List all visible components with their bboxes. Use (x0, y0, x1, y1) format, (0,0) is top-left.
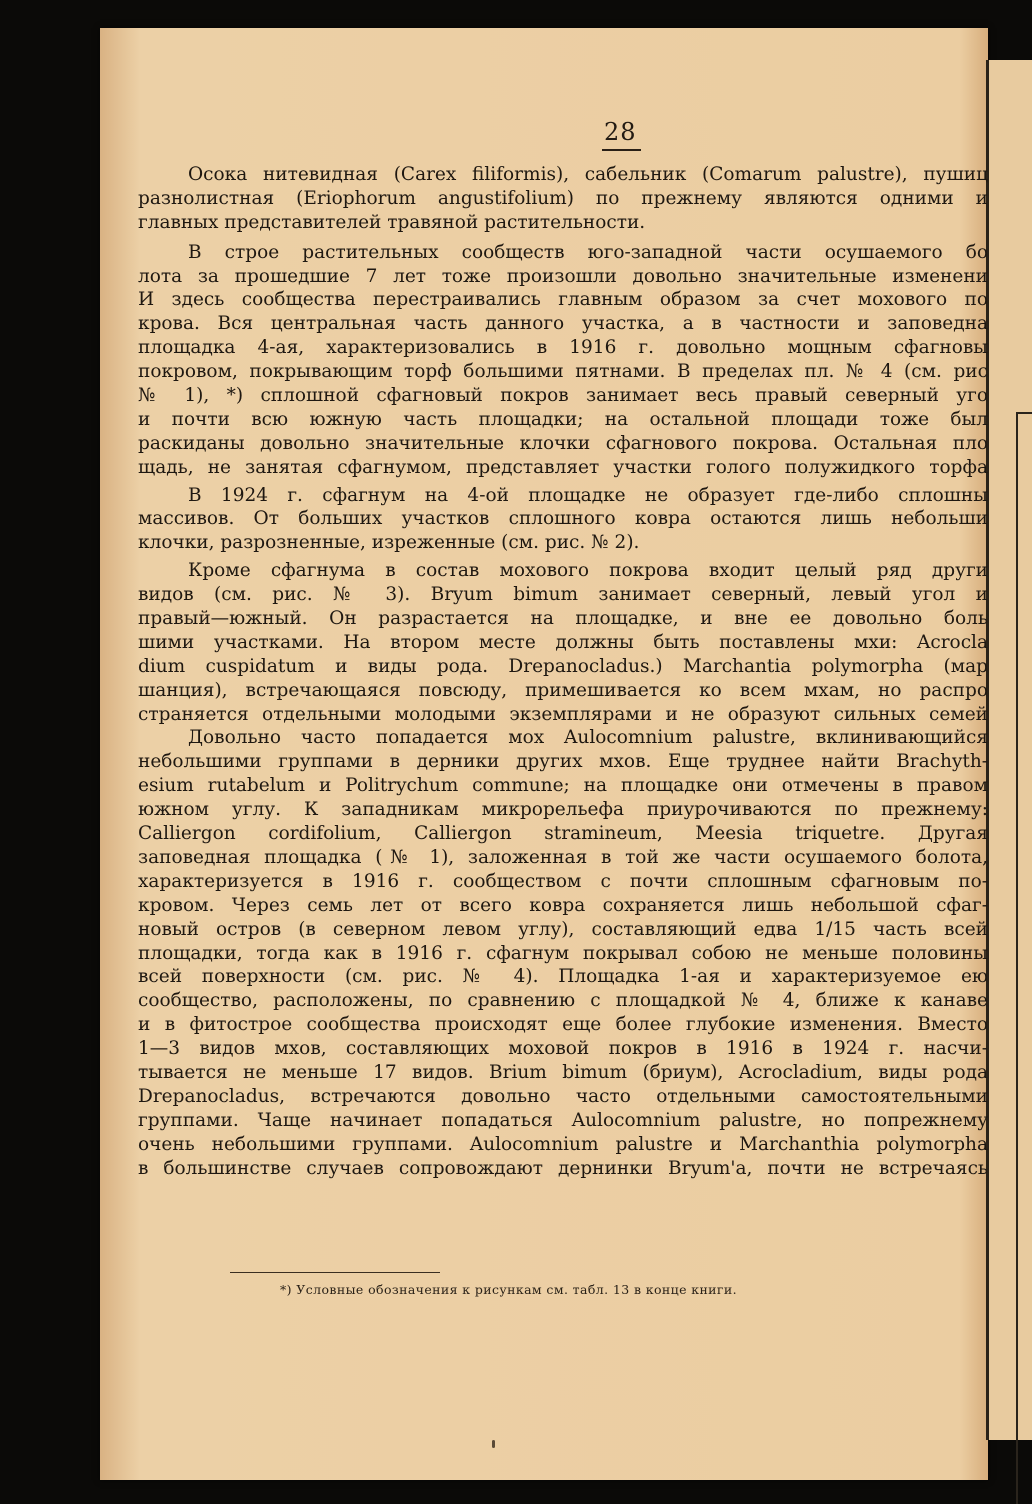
body-text (138, 163, 988, 1180)
text-line: сообщество, расположены, по сравнению с площадкой № 4, ближе к канаве (138, 990, 988, 1012)
text-line: небольшими группами в дерники других мхов. Еще труднее найти Brachyth- (138, 751, 988, 773)
text-line: И здесь сообщества перестраивались главным образом за счет мохового по (138, 289, 988, 311)
text-line: площадка 4-ая, характеризовались в 1916 г. довольно мощным сфагновы (138, 337, 988, 359)
footnote-divider (230, 1272, 440, 1273)
text-line: Кроме сфагнума в состав мохового покрова входит целый ряд други (188, 560, 988, 582)
text-line: всей поверхности (см. рис. № 4). Площадка 1-ая и характеризуемое ею (138, 966, 988, 988)
text-line: тывается не меньше 17 видов. Brium bimum (бриум), Acrocladium, виды рода (138, 1061, 988, 1083)
text-line: крова. Вся центральная часть данного участка, а в частности и заповедна (138, 313, 988, 335)
text-line: щадь, не занятая сфагнумом, представляет участки голого полужидкого торфа (138, 456, 988, 478)
text-line: Drepanocladus, встречаются довольно часто отдельными самостоятельными (138, 1085, 988, 1107)
text-line: видов (см. рис. № 3). Bryum bimum занимает северный, левый угол и (138, 584, 988, 606)
text-line: и почти всю южную часть площадки; на остальной площади тоже был (138, 408, 988, 430)
text-line: кровом. Через семь лет от всего ковра сохраняется лишь небольшой сфаг- (138, 894, 988, 916)
text-line: dium cuspidatum и виды рода. Drepanocladus.) Marchantia polymorpha (мар (138, 655, 988, 677)
text-line: esium rutabelum и Politrychum commune; на площадке они отмечены в правом (138, 775, 988, 797)
text-line: правый—южный. Он разрастается на площадке, и вне ее довольно боль (138, 608, 988, 630)
text-line: площадки, тогда как в 1916 г. сфагнум покрывал собою не меньше половины (138, 942, 988, 964)
text-line: южном углу. К западникам микрорельефа приурочиваются по прежнему: (138, 799, 988, 821)
text-line: В строе растительных сообществ юго-западной части осушаемого бо (188, 241, 988, 263)
text-line: Осока нитевидная (Carex filiformis), сабельник (Comarum palustre), пушиц (188, 164, 988, 185)
text-line: № 1), *) сплошной сфагновый покров занимает весь правый северный уго (138, 385, 988, 407)
text-line: лота за прошедшие 7 лет тоже произошли довольно значительные изменени (138, 265, 988, 287)
text-line: клочки, разрозненные, изреженные (см. рис. № 2). (138, 532, 640, 554)
adjacent-page-border (1016, 412, 1032, 1504)
text-line: Довольно часто попадается мох Aulocomnium palustre, вклинивающийся (188, 727, 988, 749)
text-line: группами. Чаще начинает попадаться Aulocomnium palustre, но попрежнему (138, 1109, 988, 1131)
text-line: очень небольшими группами. Aulocomnium palustre и Marchanthia polymorpha (138, 1133, 988, 1155)
text-line: новый остров (в северном левом углу), составляющий едва 1/15 часть всей (138, 918, 988, 940)
text-line: разнолистная (Eriophorum angustifolium) по прежнему являются одними и (138, 187, 988, 209)
text-line: раскиданы довольно значительные клочки сфагнового покрова. Остальная пло (138, 432, 988, 454)
page-number: 28 (604, 118, 637, 146)
text-line: 1—3 видов мхов, составляющих моховой покров в 1916 в 1924 г. насчи- (138, 1038, 988, 1060)
text-line: шими участками. На втором месте должны быть поставлены мхи: Acrocla (138, 631, 988, 653)
text-line: В 1924 г. сфагнум на 4-ой площадке не образует где-либо сплошны (188, 484, 988, 506)
text-line: Calliergon cordifolium, Calliergon stramineum, Meesia triquetre. Другая (138, 823, 988, 845)
text-line: и в фитострое сообщества происходят еще более глубокие изменения. Вместо (138, 1014, 988, 1036)
text-line: покровом, покрывающим торф большими пятнами. В пределах пл. № 4 (см. рис (138, 361, 988, 383)
paper-speck (492, 1440, 495, 1448)
text-line: характеризуется в 1916 г. сообществом с почти сплошным сфагновым по- (138, 870, 988, 892)
text-line: в большинстве случаев сопровождают дернинки Bryum'а, почти не встречаясь (138, 1157, 988, 1179)
text-line: заповедная площадка (№ 1), заложенная в той же части осушаемого болота, (138, 846, 988, 868)
text-line: массивов. От больших участков сплошного ковра остаются лишь небольши (138, 508, 988, 530)
footnote: *) Условные обозначения к рисункам см. табл. 13 в конце книги. (280, 1282, 737, 1297)
text-line: главных представителей травяной растительности. (138, 211, 646, 233)
text-line: страняется отдельными молодыми экземплярами и не образуют сильных семей (138, 703, 988, 725)
text-line: шанция), встречающаяся повсюду, примешивается ко всем мхам, но распро (138, 679, 988, 701)
